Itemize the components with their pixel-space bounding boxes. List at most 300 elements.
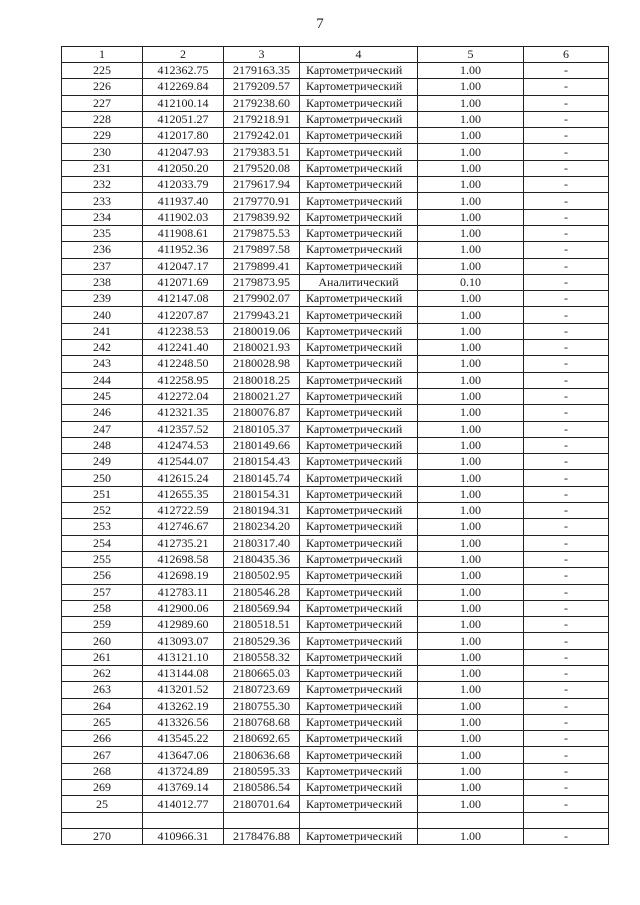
table-row (62, 617, 609, 633)
table-cell-col2: 413121.10 (143, 649, 224, 665)
table-row (62, 763, 609, 779)
table-cell-col6: - (524, 193, 609, 209)
table-cell-col6: - (524, 258, 609, 274)
table-cell-col3: 2180149.66 (224, 437, 300, 453)
table-cell-col5: 1.00 (418, 763, 524, 779)
table-row (62, 682, 609, 698)
table-cell-col4: Картометрический (300, 95, 418, 111)
table-cell-col2: 413724.89 (143, 763, 224, 779)
table-cell-col6: - (524, 649, 609, 665)
table-cell-col2: 412248.50 (143, 356, 224, 372)
table-cell-col6: - (524, 307, 609, 323)
table-cell-col3: 2179520.08 (224, 160, 300, 176)
table-cell-col2: 412050.20 (143, 160, 224, 176)
table-row (62, 307, 609, 323)
table-cell-col3: 2178476.88 (224, 828, 300, 844)
table-cell-col4: Картометрический (300, 470, 418, 486)
table-cell-col1: 257 (62, 584, 143, 600)
table-cell-col4: Картометрический (300, 128, 418, 144)
table-cell-col5: 1.00 (418, 160, 524, 176)
table-cell-col1: 233 (62, 193, 143, 209)
table-cell-col1: 228 (62, 111, 143, 127)
table-cell-col2: 412746.67 (143, 519, 224, 535)
table-cell-col3: 2179383.51 (224, 144, 300, 160)
header-cell-6: 6 (524, 47, 609, 63)
table-cell-col5: 1.00 (418, 291, 524, 307)
table-cell-col4: Картометрический (300, 225, 418, 241)
table-cell-col3: 2179902.07 (224, 291, 300, 307)
table-cell-col4: Картометрический (300, 323, 418, 339)
table-cell-col5: 1.00 (418, 633, 524, 649)
table-cell-col5 (418, 812, 524, 828)
table-cell-col4: Картометрический (300, 388, 418, 404)
table-row (62, 340, 609, 356)
table-cell-col5: 1.00 (418, 437, 524, 453)
table-cell-col1: 227 (62, 95, 143, 111)
table-cell-col1: 253 (62, 519, 143, 535)
table-cell-col6: - (524, 242, 609, 258)
table-cell-col5: 1.00 (418, 519, 524, 535)
table-cell-col6: - (524, 454, 609, 470)
table-cell-col2: 412900.06 (143, 600, 224, 616)
table-cell-col3 (224, 812, 300, 828)
table-cell-col5: 1.00 (418, 356, 524, 372)
table-cell-col2: 414012.77 (143, 796, 224, 812)
table-cell-col5: 1.00 (418, 193, 524, 209)
table-cell-col4: Картометрический (300, 111, 418, 127)
table-cell-col5: 1.00 (418, 63, 524, 79)
table-row (62, 535, 609, 551)
table-cell-col3: 2179218.91 (224, 111, 300, 127)
table-cell-col4: Картометрический (300, 307, 418, 323)
table-cell-col5: 0.10 (418, 274, 524, 290)
page-number: 7 (316, 16, 324, 32)
table-cell-col4: Картометрический (300, 437, 418, 453)
table-cell-col6: - (524, 584, 609, 600)
table-cell-col5: 1.00 (418, 405, 524, 421)
table-cell-col2: 413201.52 (143, 682, 224, 698)
table-cell-col4: Картометрический (300, 79, 418, 95)
table-row (62, 128, 609, 144)
table-cell-col4: Картометрический (300, 617, 418, 633)
table-cell-col6: - (524, 763, 609, 779)
table-cell-col4: Картометрический (300, 177, 418, 193)
table-cell-col6: - (524, 535, 609, 551)
table-row (62, 633, 609, 649)
table-cell-col2: 412722.59 (143, 503, 224, 519)
table-cell-col2: 413093.07 (143, 633, 224, 649)
table-cell-col4: Картометрический (300, 242, 418, 258)
table-cell-col1: 226 (62, 79, 143, 95)
table-cell-col1: 254 (62, 535, 143, 551)
table-cell-col1: 231 (62, 160, 143, 176)
table-cell-col1: 247 (62, 421, 143, 437)
table-cell-col3: 2180595.33 (224, 763, 300, 779)
table-cell-col3: 2180768.68 (224, 714, 300, 730)
table-cell-col2: 412783.11 (143, 584, 224, 600)
table-cell-col4: Аналитический (300, 274, 418, 290)
table-cell-col4: Картометрический (300, 144, 418, 160)
table-cell-col5: 1.00 (418, 747, 524, 763)
table-cell-col3: 2179875.53 (224, 225, 300, 241)
table-cell-col6: - (524, 780, 609, 796)
table-cell-col1: 232 (62, 177, 143, 193)
table-cell-col4: Картометрический (300, 633, 418, 649)
table-cell-col1: 239 (62, 291, 143, 307)
table-cell-col5: 1.00 (418, 307, 524, 323)
table-cell-col1: 246 (62, 405, 143, 421)
table-row (62, 796, 609, 812)
table-cell-col1: 248 (62, 437, 143, 453)
table-cell-col3: 2180234.20 (224, 519, 300, 535)
table-row (62, 372, 609, 388)
table-cell-col1: 262 (62, 665, 143, 681)
table-cell-col1: 225 (62, 63, 143, 79)
table-cell-col6: - (524, 568, 609, 584)
table-cell-col3: 2179873.95 (224, 274, 300, 290)
table-cell-col3: 2179770.91 (224, 193, 300, 209)
table-cell-col4: Картометрический (300, 63, 418, 79)
table-cell-col6: - (524, 111, 609, 127)
table-cell-col4: Картометрический (300, 698, 418, 714)
table-cell-col5: 1.00 (418, 486, 524, 502)
table-row (62, 421, 609, 437)
table-row (62, 388, 609, 404)
table-cell-col3: 2180435.36 (224, 551, 300, 567)
table-cell-col6: - (524, 437, 609, 453)
table-cell-col3: 2180021.93 (224, 340, 300, 356)
table-row (62, 209, 609, 225)
table-cell-col3: 2180755.30 (224, 698, 300, 714)
table-row (62, 486, 609, 502)
table-cell-col4: Картометрический (300, 600, 418, 616)
table-cell-col3: 2179899.41 (224, 258, 300, 274)
table-cell-col5: 1.00 (418, 584, 524, 600)
table-cell-col1: 241 (62, 323, 143, 339)
table-cell-col6: - (524, 600, 609, 616)
table-cell-col5: 1.00 (418, 421, 524, 437)
table-cell-col3: 2179943.21 (224, 307, 300, 323)
table-row (62, 551, 609, 567)
table-row (62, 519, 609, 535)
table-cell-col2: 412474.53 (143, 437, 224, 453)
table-cell-col3: 2180723.69 (224, 682, 300, 698)
table-cell-col6: - (524, 551, 609, 567)
table-cell-col1: 251 (62, 486, 143, 502)
table-cell-col3: 2179897.58 (224, 242, 300, 258)
table-row (62, 144, 609, 160)
table-cell-col1: 234 (62, 209, 143, 225)
table-row (62, 405, 609, 421)
table-cell-col4: Картометрический (300, 682, 418, 698)
table-cell-col1: 238 (62, 274, 143, 290)
table-cell-col5: 1.00 (418, 568, 524, 584)
table-cell-col2: 412989.60 (143, 617, 224, 633)
table-cell-col2: 413326.56 (143, 714, 224, 730)
table-cell-col2: 411908.61 (143, 225, 224, 241)
table-cell-col3: 2180701.64 (224, 796, 300, 812)
table-header-row (62, 47, 609, 63)
table-row (62, 828, 609, 844)
table-cell-col5: 1.00 (418, 649, 524, 665)
table-cell-col5: 1.00 (418, 617, 524, 633)
table-row (62, 698, 609, 714)
table-cell-col4: Картометрический (300, 714, 418, 730)
table-cell-col2: 413262.19 (143, 698, 224, 714)
table-cell-col2: 412071.69 (143, 274, 224, 290)
table-cell-col4: Картометрический (300, 731, 418, 747)
table-cell-col3: 2180194.31 (224, 503, 300, 519)
table-cell-col1: 270 (62, 828, 143, 844)
table-cell-col1: 258 (62, 600, 143, 616)
table-cell-col1: 268 (62, 763, 143, 779)
table-cell-col1: 230 (62, 144, 143, 160)
table-cell-col4: Картометрический (300, 340, 418, 356)
table-cell-col4: Картометрический (300, 747, 418, 763)
table-cell-col2: 411937.40 (143, 193, 224, 209)
table-cell-col4: Картометрический (300, 405, 418, 421)
table-row (62, 79, 609, 95)
table-cell-col5: 1.00 (418, 503, 524, 519)
table-cell-col4: Картометрический (300, 291, 418, 307)
table-cell-col5: 1.00 (418, 828, 524, 844)
table-row (62, 503, 609, 519)
table-row (62, 258, 609, 274)
table-row (62, 95, 609, 111)
table-cell-col6: - (524, 372, 609, 388)
table-cell-col5: 1.00 (418, 470, 524, 486)
table-cell-col4: Картометрический (300, 454, 418, 470)
table-cell-col3: 2180518.51 (224, 617, 300, 633)
table-cell-col1: 260 (62, 633, 143, 649)
table-cell-col4: Картометрический (300, 551, 418, 567)
table-cell-col5: 1.00 (418, 225, 524, 241)
table-cell-col2: 412357.52 (143, 421, 224, 437)
table-row (62, 584, 609, 600)
table-cell-col3: 2180145.74 (224, 470, 300, 486)
header-cell-1: 1 (62, 47, 143, 63)
table-cell-col3: 2180018.25 (224, 372, 300, 388)
table-cell-col2: 412698.58 (143, 551, 224, 567)
table-cell-col4: Картометрический (300, 209, 418, 225)
header-cell-2: 2 (143, 47, 224, 63)
table-cell-col4 (300, 812, 418, 828)
table-cell-col5: 1.00 (418, 323, 524, 339)
table-cell-col6: - (524, 714, 609, 730)
table-cell-col2: 412047.93 (143, 144, 224, 160)
table-cell-col5: 1.00 (418, 698, 524, 714)
header-cell-3: 3 (224, 47, 300, 63)
table-cell-col1: 243 (62, 356, 143, 372)
table-row (62, 160, 609, 176)
table-cell-col2: 412017.80 (143, 128, 224, 144)
table-cell-col2: 412047.17 (143, 258, 224, 274)
table-row (62, 780, 609, 796)
table-cell-col2: 412269.84 (143, 79, 224, 95)
table-cell-col3: 2180558.32 (224, 649, 300, 665)
table-cell-col6: - (524, 128, 609, 144)
table-cell-col3: 2180317.40 (224, 535, 300, 551)
table-cell-col2: 412207.87 (143, 307, 224, 323)
table-cell-col3: 2180529.36 (224, 633, 300, 649)
table-cell-col6: - (524, 796, 609, 812)
table-row (62, 323, 609, 339)
table-row (62, 665, 609, 681)
table-cell-col6: - (524, 519, 609, 535)
table-row (62, 193, 609, 209)
table-row (62, 812, 609, 828)
table-cell-col3: 2180569.94 (224, 600, 300, 616)
table-cell-col1: 245 (62, 388, 143, 404)
table-cell-col5: 1.00 (418, 242, 524, 258)
table-body (62, 63, 609, 845)
table-cell-col5: 1.00 (418, 128, 524, 144)
table-cell-col3: 2180546.28 (224, 584, 300, 600)
table-cell-col3: 2179209.57 (224, 79, 300, 95)
table-cell-col3: 2180665.03 (224, 665, 300, 681)
table-cell-col1 (62, 812, 143, 828)
table-cell-col5: 1.00 (418, 551, 524, 567)
table-cell-col1: 269 (62, 780, 143, 796)
table-cell-col6 (524, 812, 609, 828)
table-cell-col3: 2180502.95 (224, 568, 300, 584)
table-cell-col6: - (524, 421, 609, 437)
table-cell-col1: 242 (62, 340, 143, 356)
table-cell-col2: 412100.14 (143, 95, 224, 111)
table-cell-col3: 2180692.65 (224, 731, 300, 747)
table-cell-col1: 255 (62, 551, 143, 567)
table-row (62, 274, 609, 290)
table-cell-col6: - (524, 79, 609, 95)
table-cell-col1: 244 (62, 372, 143, 388)
table-row (62, 568, 609, 584)
table-cell-col1: 259 (62, 617, 143, 633)
table-cell-col5: 1.00 (418, 209, 524, 225)
table-row (62, 714, 609, 730)
table-cell-col5: 1.00 (418, 600, 524, 616)
table-cell-col6: - (524, 388, 609, 404)
table-cell-col2: 412321.35 (143, 405, 224, 421)
table-cell-col6: - (524, 486, 609, 502)
coordinates-table (61, 46, 609, 845)
table-cell-col6: - (524, 633, 609, 649)
table-cell-col1: 265 (62, 714, 143, 730)
table-cell-col6: - (524, 340, 609, 356)
table-cell-col2: 410966.31 (143, 828, 224, 844)
table-cell-col6: - (524, 665, 609, 681)
table-cell-col2: 412258.95 (143, 372, 224, 388)
table-cell-col4: Картометрический (300, 535, 418, 551)
table-cell-col3: 2180019.06 (224, 323, 300, 339)
table-cell-col2: 413647.06 (143, 747, 224, 763)
table-cell-col1: 240 (62, 307, 143, 323)
table-row (62, 356, 609, 372)
table-cell-col3: 2180636.68 (224, 747, 300, 763)
table-cell-col3: 2179163.35 (224, 63, 300, 79)
table-cell-col1: 263 (62, 682, 143, 698)
table-cell-col2: 413144.08 (143, 665, 224, 681)
table-cell-col4: Картометрический (300, 519, 418, 535)
table-row (62, 242, 609, 258)
table-cell-col5: 1.00 (418, 144, 524, 160)
table-cell-col5: 1.00 (418, 665, 524, 681)
table-row (62, 111, 609, 127)
table-cell-col2: 412147.08 (143, 291, 224, 307)
table-cell-col1: 229 (62, 128, 143, 144)
table-cell-col3: 2180105.37 (224, 421, 300, 437)
table-cell-col4: Картометрический (300, 763, 418, 779)
table-cell-col2: 413545.22 (143, 731, 224, 747)
table-row (62, 600, 609, 616)
table-row (62, 454, 609, 470)
table-cell-col2: 412735.21 (143, 535, 224, 551)
table-row (62, 437, 609, 453)
table-cell-col5: 1.00 (418, 372, 524, 388)
table-cell-col6: - (524, 698, 609, 714)
table-cell-col4: Картометрический (300, 584, 418, 600)
table-row (62, 747, 609, 763)
table-cell-col5: 1.00 (418, 714, 524, 730)
table-cell-col2: 412272.04 (143, 388, 224, 404)
table-cell-col1: 252 (62, 503, 143, 519)
table-cell-col4: Картометрический (300, 421, 418, 437)
table-cell-col1: 250 (62, 470, 143, 486)
table-cell-col2: 412615.24 (143, 470, 224, 486)
table-cell-col4: Картометрический (300, 796, 418, 812)
table-cell-col6: - (524, 209, 609, 225)
table-cell-col4: Картометрический (300, 486, 418, 502)
table-cell-col4: Картометрический (300, 258, 418, 274)
table-cell-col6: - (524, 291, 609, 307)
table-row (62, 225, 609, 241)
table-cell-col1: 249 (62, 454, 143, 470)
table-cell-col4: Картометрический (300, 649, 418, 665)
table-cell-col1: 264 (62, 698, 143, 714)
table-cell-col2: 412655.35 (143, 486, 224, 502)
table-cell-col4: Картометрический (300, 372, 418, 388)
table-cell-col3: 2180586.54 (224, 780, 300, 796)
table-cell-col4: Картометрический (300, 665, 418, 681)
table-cell-col5: 1.00 (418, 780, 524, 796)
table-cell-col1: 261 (62, 649, 143, 665)
table-cell-col6: - (524, 503, 609, 519)
table-cell-col5: 1.00 (418, 535, 524, 551)
table-cell-col3: 2180154.43 (224, 454, 300, 470)
table-cell-col6: - (524, 617, 609, 633)
table-row (62, 291, 609, 307)
table-cell-col1: 267 (62, 747, 143, 763)
table-cell-col6: - (524, 828, 609, 844)
table-cell-col1: 235 (62, 225, 143, 241)
table-cell-col6: - (524, 225, 609, 241)
table-cell-col5: 1.00 (418, 454, 524, 470)
table-cell-col3: 2180154.31 (224, 486, 300, 502)
table-cell-col2: 412238.53 (143, 323, 224, 339)
table-cell-col6: - (524, 405, 609, 421)
table-cell-col6: - (524, 177, 609, 193)
table-cell-col1: 236 (62, 242, 143, 258)
table-cell-col6: - (524, 63, 609, 79)
table-cell-col3: 2180028.98 (224, 356, 300, 372)
table-row (62, 731, 609, 747)
table-cell-col5: 1.00 (418, 731, 524, 747)
table-cell-col2: 412544.07 (143, 454, 224, 470)
table-row (62, 177, 609, 193)
table-cell-col6: - (524, 747, 609, 763)
table-row (62, 470, 609, 486)
table-cell-col5: 1.00 (418, 79, 524, 95)
table-cell-col6: - (524, 470, 609, 486)
